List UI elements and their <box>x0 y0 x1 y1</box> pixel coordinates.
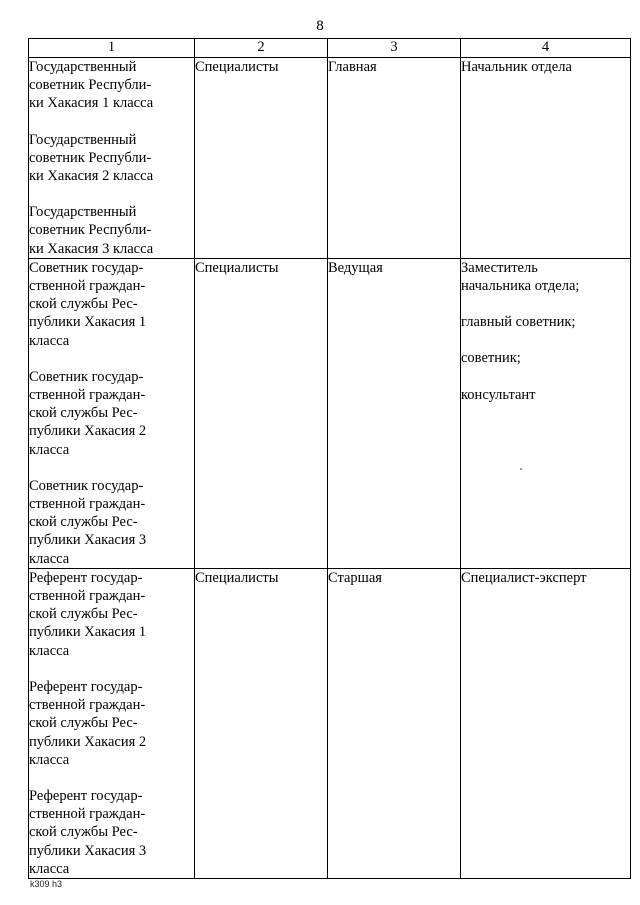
column-header-2: 2 <box>195 39 328 58</box>
grade-line: класса <box>29 441 70 458</box>
grade-line: ственной граждан- <box>29 806 146 823</box>
grade-item <box>29 58 194 113</box>
grade-line: ской службы Рес- <box>29 606 138 623</box>
position-item <box>461 58 630 76</box>
grade-line: Государственный <box>29 204 137 221</box>
grade-line: ственной граждан- <box>29 588 146 605</box>
position-item <box>461 349 630 367</box>
grade-line: публики Хакасия 2 <box>29 733 147 750</box>
grade-item <box>29 569 194 660</box>
grade-item <box>29 678 194 769</box>
grade-line: Референт государ- <box>29 569 143 586</box>
grade-line: публики Хакасия 3 <box>29 842 147 859</box>
position-line: советник; <box>461 350 521 367</box>
grade-line: Референт государ- <box>29 787 143 804</box>
grades-cell <box>29 258 195 568</box>
page-number: 8 <box>316 18 324 34</box>
grade-line: ской службы Рес- <box>29 715 138 732</box>
grade-line: ки Хакасия 2 класса <box>29 168 154 185</box>
group-cell: Ведущая <box>328 258 461 568</box>
category-cell: Специалисты <box>195 568 328 878</box>
position-item <box>461 386 630 404</box>
grade-line: публики Хакасия 3 <box>29 532 147 549</box>
grade-line: класса <box>29 550 70 567</box>
grade-line: ской службы Рес- <box>29 405 138 422</box>
grade-line: класса <box>29 642 70 659</box>
category-cell: Специалисты <box>195 58 328 259</box>
position-line: консультант <box>461 386 536 403</box>
positions-cell <box>461 258 631 568</box>
grade-line: класса <box>29 860 70 877</box>
grade-line: советник Республи- <box>29 149 152 166</box>
footer-code: k309 h3 <box>30 879 63 889</box>
grade-item <box>29 477 194 568</box>
position-item <box>461 569 630 587</box>
position-item <box>461 313 630 331</box>
grade-item <box>29 131 194 186</box>
grades-cell <box>29 568 195 878</box>
grade-line: ственной граждан- <box>29 278 146 295</box>
grade-line: Государственный <box>29 59 137 75</box>
grade-line: Советник государ- <box>29 368 144 385</box>
grade-line: советник Республи- <box>29 77 152 94</box>
grade-line: Советник государ- <box>29 477 144 494</box>
position-line: Заместитель <box>461 259 538 276</box>
grade-line: ственной граждан- <box>29 387 146 404</box>
position-item <box>461 259 630 295</box>
grade-line: советник Республи- <box>29 222 152 239</box>
grade-line: класса <box>29 751 70 768</box>
grade-line: ки Хакасия 3 класса <box>29 240 154 257</box>
position-line: главный советник; <box>461 314 576 331</box>
grade-line: класса <box>29 332 70 349</box>
classification-table <box>28 38 631 879</box>
group-cell: Главная <box>328 58 461 259</box>
group-cell: Старшая <box>328 568 461 878</box>
grade-line: Референт государ- <box>29 678 143 695</box>
grades-cell <box>29 58 195 259</box>
grade-item <box>29 203 194 258</box>
positions-cell <box>461 568 631 878</box>
grade-line: ской службы Рес- <box>29 296 138 313</box>
grade-line: публики Хакасия 1 <box>29 624 147 641</box>
grade-line: Государственный <box>29 131 137 148</box>
grade-item <box>29 368 194 459</box>
column-header-3: 3 <box>328 39 461 58</box>
grade-line: публики Хакасия 2 <box>29 423 147 440</box>
positions-cell <box>461 58 631 259</box>
grade-item <box>29 259 194 350</box>
grade-line: ственной граждан- <box>29 496 146 513</box>
grade-line: ки Хакасия 1 класса <box>29 95 154 112</box>
column-header-1: 1 <box>29 39 195 58</box>
position-line: Начальник отдела <box>461 59 572 75</box>
category-cell: Специалисты <box>195 258 328 568</box>
grade-line: публики Хакасия 1 <box>29 314 147 331</box>
grade-line: ской службы Рес- <box>29 824 138 841</box>
grade-line: ственной граждан- <box>29 697 146 714</box>
position-line: начальника отдела; <box>461 278 580 295</box>
table-row <box>29 58 631 259</box>
grade-item <box>29 787 194 878</box>
header-row <box>29 39 631 58</box>
grade-line: Советник государ- <box>29 259 144 276</box>
scan-speck <box>520 468 522 470</box>
grade-line: ской службы Рес- <box>29 514 138 531</box>
table-row <box>29 568 631 878</box>
column-header-4: 4 <box>461 39 631 58</box>
table-row <box>29 258 631 568</box>
position-line: Специалист-эксперт <box>461 569 587 586</box>
